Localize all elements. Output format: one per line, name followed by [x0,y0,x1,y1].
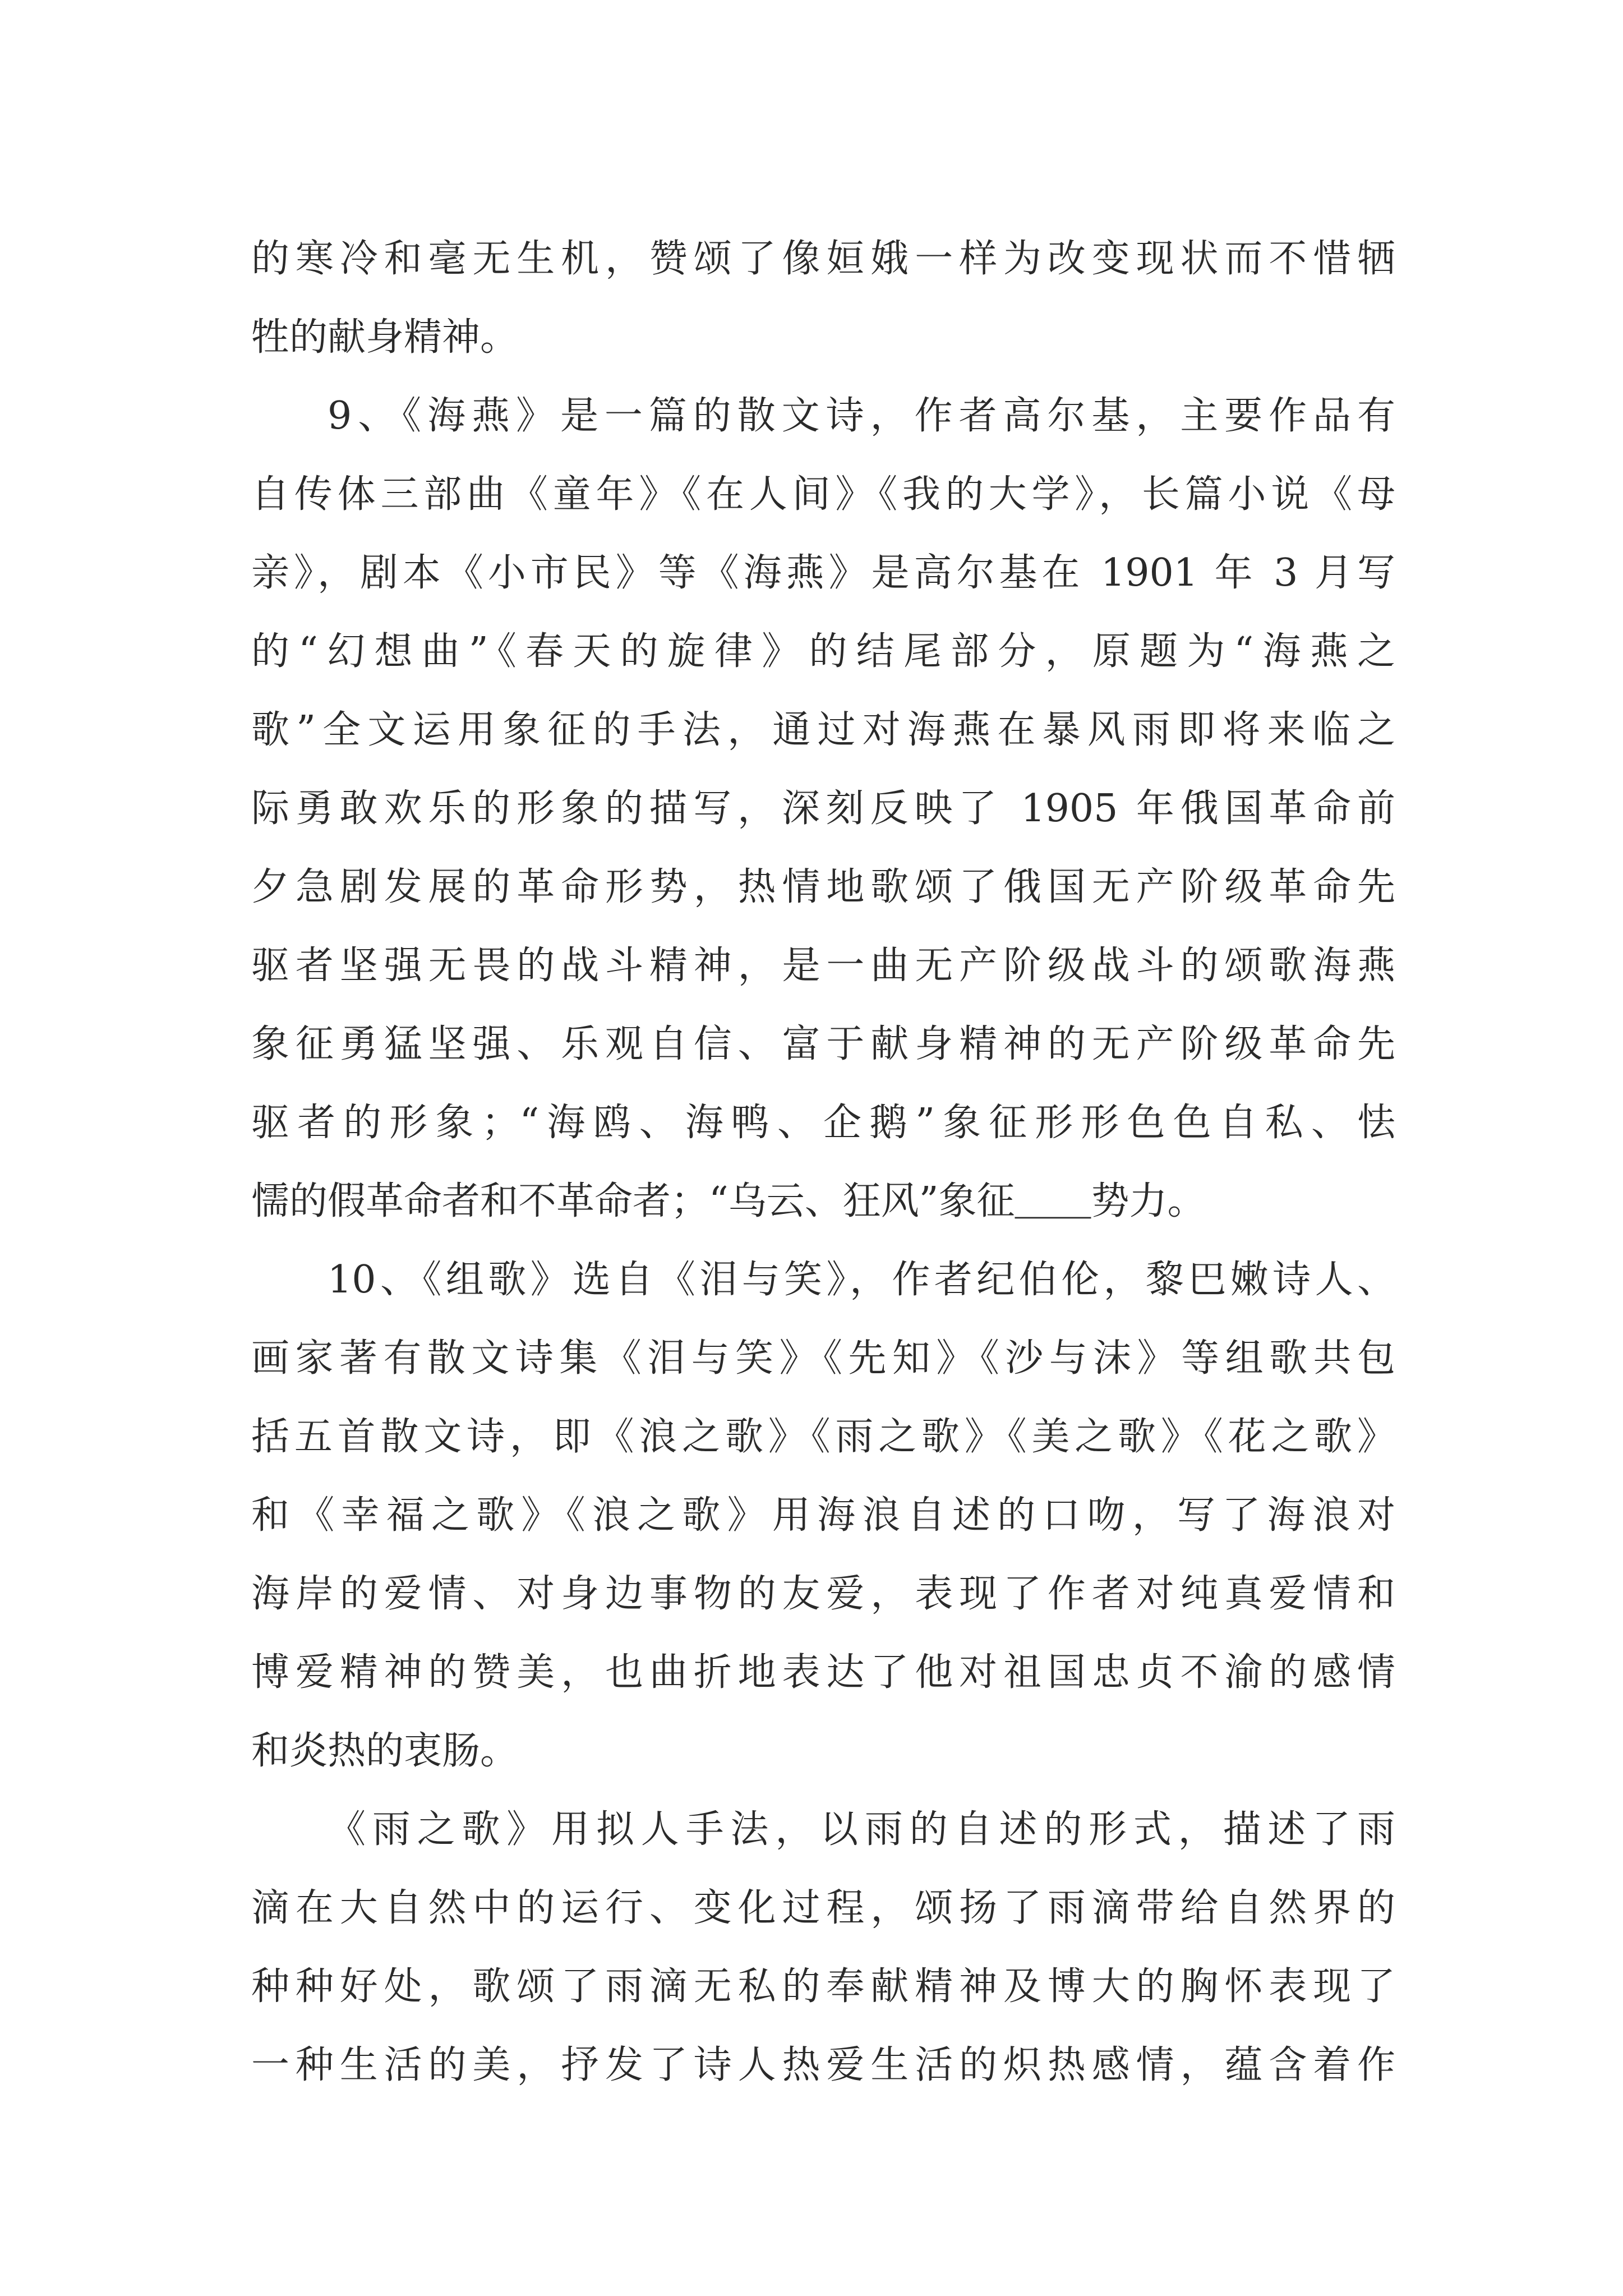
text-line: 象征勇猛坚强、乐观自信、富于献身精神的无产阶级革命先 [251,1022,1395,1066]
paragraph-item-9 [251,377,1395,1241]
text-line: 种种好处，歌颂了雨滴无私的奉献精神及博大的胸怀表现了 [251,1964,1395,2009]
paragraph-continuation [251,220,1395,377]
text-line: 驱者的形象；“海鸥、海鸭、企鹅”象征形形色色自私、怯 [251,1101,1395,1145]
text-line: 际勇敢欢乐的形象的描写，深刻反映了 1905 年俄国革命前 [251,786,1395,831]
body-text [251,220,1395,2105]
text-line: 和《幸福之歌》《浪之歌》用海浪自述的口吻，写了海浪对 [251,1493,1395,1538]
text-line: 滴在大自然中的运行、变化过程，颂扬了雨滴带给自然界的 [251,1886,1395,1930]
text-line: 夕急剧发展的革命形势，热情地歌颂了俄国无产阶级革命先 [251,865,1395,909]
text-line: 的寒冷和毫无生机，赞颂了像姮娥一样为改变现状而不惜牺 [251,237,1395,281]
text-line: 一种生活的美，抒发了诗人热爱生活的炽热感情，蕴含着作 [251,2043,1395,2087]
text-line: 歌”全文运用象征的手法，通过对海燕在暴风雨即将来临之 [251,708,1395,752]
text-line: 9、《海燕》是一篇的散文诗，作者高尔基，主要作品有 [328,394,1395,438]
text-line: 的“幻想曲”《春天的旋律》的结尾部分，原题为“海燕之 [251,629,1395,674]
text-line: 括五首散文诗，即《浪之歌》《雨之歌》《美之歌》《花之歌》 [251,1415,1395,1459]
text-line: 画家著有散文诗集《泪与笑》《先知》《沙与沫》等组歌共包 [251,1336,1395,1381]
text-line: 10、《组歌》选自《泪与笑》，作者纪伯伦，黎巴嫩诗人、 [328,1258,1395,1302]
text-line: 牲的献身精神。 [251,315,519,360]
text-line: 海岸的爱情、对身边事物的友爱，表现了作者对纯真爱情和 [251,1572,1395,1616]
text-line: 亲》，剧本《小市民》等《海燕》是高尔基在 1901 年 3 月写 [251,551,1395,595]
text-line: 驱者坚强无畏的战斗精神，是一曲无产阶级战斗的颂歌海燕 [251,944,1395,988]
text-line: 自传体三部曲《童年》《在人间》《我的大学》，长篇小说《母 [251,472,1395,517]
paragraph-item-10 [251,1241,1395,1791]
text-line: 《雨之歌》用拟人手法，以雨的自述的形式，描述了雨 [328,1807,1395,1852]
text-line: 博爱精神的赞美，也曲折地表达了他对祖国忠贞不渝的感情 [251,1650,1395,1695]
text-line: 和炎热的衷肠。 [251,1729,519,1773]
paragraph-rain-song [251,1791,1395,2105]
text-line: 懦的假革命者和不革命者；“乌云、狂风”象征＿＿势力。 [251,1179,1206,1223]
